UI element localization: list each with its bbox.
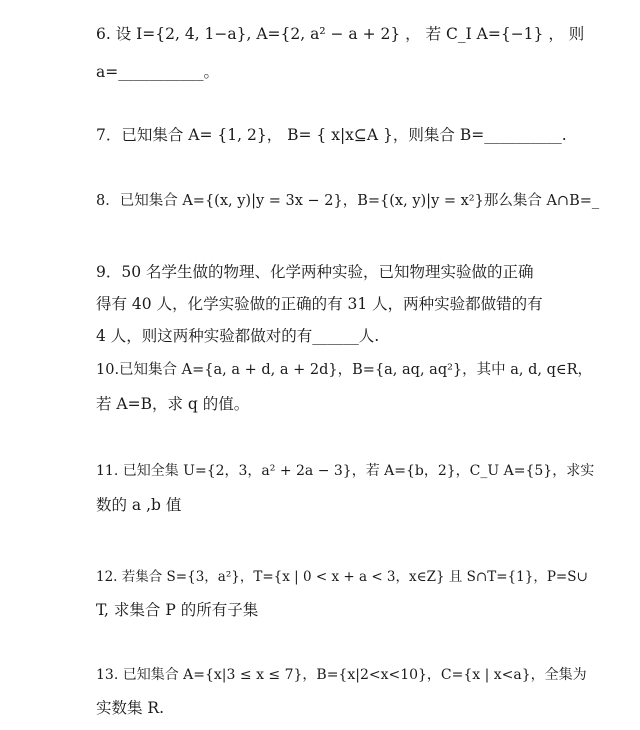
problem-10-line-2: 若 A=B，求 q 的值。 [96,395,250,413]
problem-13-line-2: 实数集 R. [96,699,165,717]
problem-13-line-1: 13. 已知集合 A={x|3 ≤ x ≤ 7}，B={x|2<x<10}，C={x | x<a}，全集为 [96,667,587,683]
problem-9-line-2: 得有 40 人，化学实验做的正确的有 31 人，两种实验都做错的有 [96,295,543,313]
problem-11-line-2: 数的 a ,b 值 [96,496,182,514]
problem-11-line-1: 11. 已知全集 U={2，3，a² + 2a − 3}，若 A={b，2}，C_U A={5}，求实 [96,463,595,479]
problem-9-line-3: 4 人，则这两种实验都做对的有______人. [96,327,380,345]
problem-8-line-1: 8．已知集合 A={(x, y)|y = 3x − 2}，B={(x, y)|y = x²}那么集合 A∩B=_ [96,193,600,209]
problem-7-line-1: 7．已知集合 A= {1, 2}， B= { x|x⊆A }，则集合 B=__________. [96,126,567,144]
problem-9-line-1: 9．50 名学生做的物理、化学两种实验，已知物理实验做的正确 [96,263,534,281]
problem-10-line-1: 10.已知集合 A={a, a + d, a + 2d}，B={a, aq, aq²}，其中 a, d, q∈R， [96,362,593,378]
problem-6-line-2: a=___________。 [96,63,219,81]
problem-6-line-1: 6. 设 I={2, 4, 1−a}, A={2, a² − a + 2} ， 若 C_I A={−1} ， 则 [96,25,585,43]
problem-12-line-2: T, 求集合 P 的所有子集 [96,601,259,619]
problem-12-line-1: 12. 若集合 S={3，a²}，T={x | 0 < x + a < 3，x∈Z} 且 S∩T={1}，P=S∪ [96,569,588,585]
